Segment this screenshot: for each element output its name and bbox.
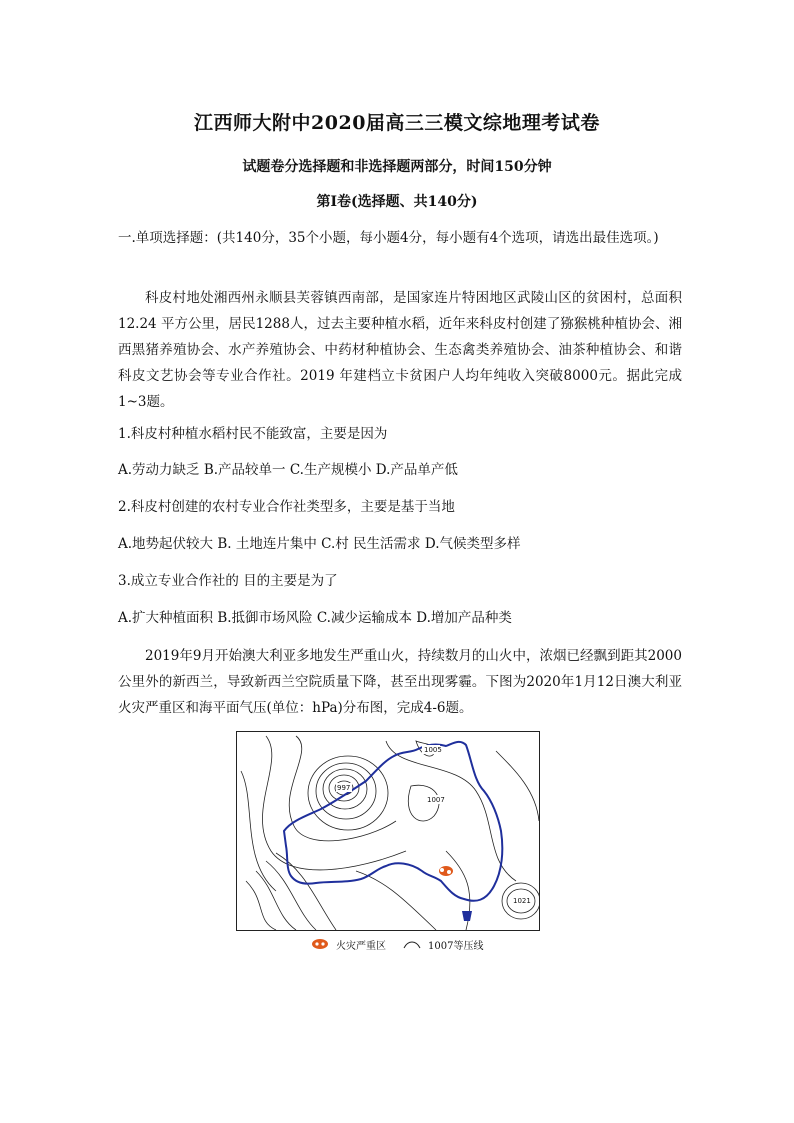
instructions: 一.单项选择题：(共140分，35个小题，每小题4分，每小题有4个选项，请选出最佳选项。) xyxy=(118,230,659,246)
pressure-map xyxy=(236,731,540,931)
isobar-label-1021: 1021 xyxy=(513,897,531,905)
fire-icon xyxy=(310,938,330,950)
fire-zone xyxy=(439,866,453,876)
question-3-stem: 3.成立专业合作社的 目的主要是为了 xyxy=(118,573,338,589)
isobar-icon xyxy=(402,938,422,950)
legend-fire-label: 火灾严重区 xyxy=(336,940,386,952)
page-subtitle: 试题卷分选择题和非选择题两部分，时间150分钟 xyxy=(242,159,552,175)
passage-2: 2019年9月开始澳大利亚多地发生严重山火，持续数月的山火中，浓烟已经飘到距其2000公里外的新西兰，导致新西兰空院质量下降，甚至出现雾霾。下图为2020年1月12日澳大利亚火灾严重区和海平面气压(单位：hPa)分布图，完成4-6题。 xyxy=(118,648,682,716)
question-1-stem: 1.科皮村种植水稻村民不能致富，主要是因为 xyxy=(118,426,388,442)
pressure-map-svg xyxy=(236,731,540,931)
isobar-label-1005: 1005 xyxy=(424,746,442,754)
legend-isobar-label: 1007等压线 xyxy=(428,940,484,952)
section-heading: 第Ⅰ卷(选择题、共140分) xyxy=(316,194,478,210)
question-3-options: A.扩大种植面积 B.抵御市场风险 C.减少运输成本 D.增加产品种类 xyxy=(118,610,512,626)
question-2-options: A.地势起伏较大 B. 土地连片集中 C.村 民生活需求 D.气候类型多样 xyxy=(118,536,521,552)
isobar-label-1007: 1007 xyxy=(427,796,445,804)
isobar-label-997: 997 xyxy=(337,784,351,792)
question-1-options: A.劳动力缺乏 B.产品较单一 C.生产规模小 D.产品单产低 xyxy=(118,462,458,478)
question-2-stem: 2.科皮村创建的农村专业合作社类型多，主要是基于当地 xyxy=(118,499,455,515)
page-title: 江西师大附中2020届高三三模文综地理考试卷 xyxy=(194,112,600,134)
passage-1: 科皮村地处湘西州永顺县芙蓉镇西南部，是国家连片特困地区武陵山区的贫困村，总面积12.24 平方公里，居民1288人，过去主要种植水稻，近年来科皮村创建了猕猴桃种植协会、湘西黑猪养殖协会、水产养殖协会、中药材种植协会、生态禽类养殖协会、油茶种植协会、和谐科皮文艺协会等专业合作社。2019 年建档立卡贫困户人均年纯收入突破8000元。据此完成1~3题。 xyxy=(118,290,682,410)
map-legend xyxy=(310,936,510,952)
